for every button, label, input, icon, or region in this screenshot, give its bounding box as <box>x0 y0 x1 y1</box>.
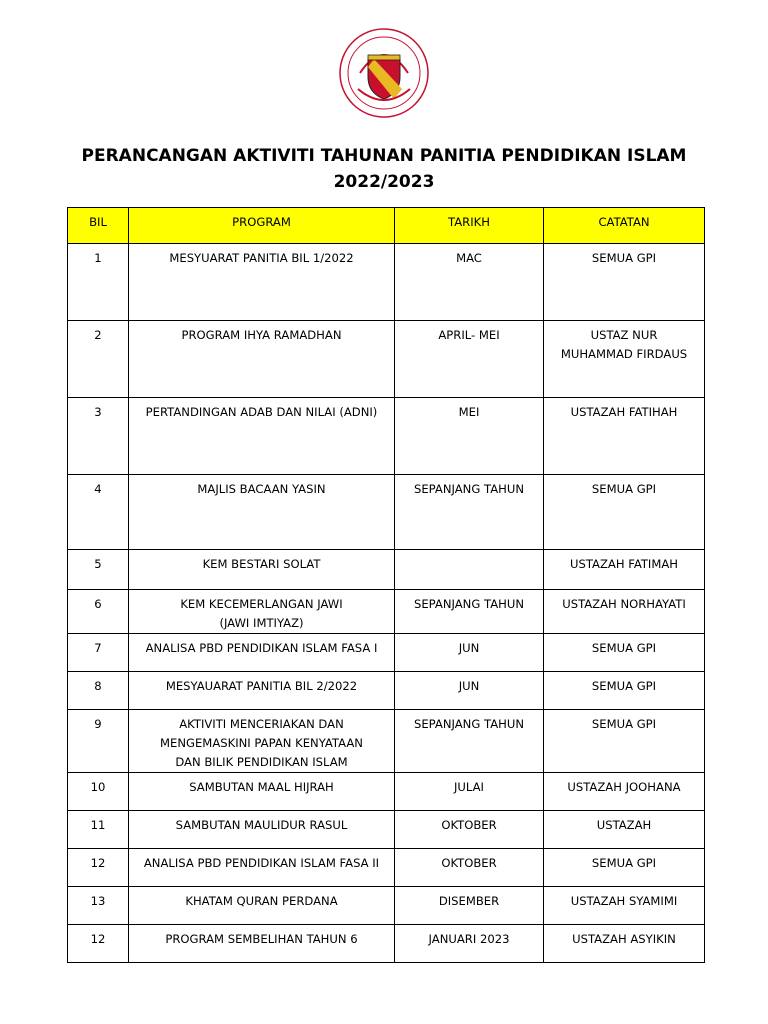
cell-tarikh: JUN <box>395 634 544 672</box>
cell-tarikh: APRIL- MEI <box>395 321 544 398</box>
cell-catatan <box>544 398 705 475</box>
table-row <box>68 811 705 849</box>
cell-program <box>129 925 395 963</box>
table-row <box>68 321 705 398</box>
cell-program <box>129 887 395 925</box>
cell-program-line: ANALISA PBD PENDIDIKAN ISLAM FASA I <box>145 641 378 655</box>
cell-program-line: MAJLIS BACAAN YASIN <box>197 482 326 496</box>
document-title: PERANCANGAN AKTIVITI TAHUNAN PANITIA PENDIDIKAN ISLAM <box>81 146 687 166</box>
cell-program-line: MESYUARAT PANITIA BIL 1/2022 <box>169 251 354 265</box>
cell-program-line: MENGEMASKINI PAPAN KENYATAAN <box>160 736 363 750</box>
cell-catatan-line: SEMUA GPI <box>591 679 657 693</box>
table-row <box>68 475 705 550</box>
cell-bil: 7 <box>68 634 129 672</box>
table-row <box>68 244 705 321</box>
activity-plan-table <box>67 207 705 963</box>
cell-catatan-line: USTAZAH SYAMIMI <box>570 894 678 908</box>
cell-catatan <box>544 244 705 321</box>
cell-catatan <box>544 475 705 550</box>
table-row <box>68 925 705 963</box>
cell-program <box>129 849 395 887</box>
cell-program <box>129 710 395 773</box>
cell-catatan <box>544 887 705 925</box>
cell-catatan <box>544 321 705 398</box>
table-row <box>68 672 705 710</box>
table-row <box>68 710 705 773</box>
cell-catatan-line: SEMUA GPI <box>591 251 657 265</box>
table-row <box>68 773 705 811</box>
cell-bil: 10 <box>68 773 129 811</box>
cell-catatan <box>544 590 705 634</box>
cell-bil: 2 <box>68 321 129 398</box>
cell-catatan <box>544 811 705 849</box>
cell-catatan-line: USTAZAH ASYIKIN <box>572 932 676 946</box>
cell-program-line: AKTIVITI MENCERIAKAN DAN <box>179 717 344 731</box>
cell-program-line: DAN BILIK PENDIDIKAN ISLAM <box>175 755 348 769</box>
cell-bil: 9 <box>68 710 129 773</box>
cell-program <box>129 773 395 811</box>
cell-tarikh: SEPANJANG TAHUN <box>395 590 544 634</box>
table-row <box>68 887 705 925</box>
cell-catatan-line: SEMUA GPI <box>591 482 657 496</box>
cell-catatan-line: USTAZAH JOOHANA <box>567 780 681 794</box>
cell-program <box>129 321 395 398</box>
cell-bil: 1 <box>68 244 129 321</box>
cell-bil: 12 <box>68 849 129 887</box>
header-tarikh: TARIKH <box>395 208 544 244</box>
cell-catatan-line: USTAZAH FATIHAH <box>570 405 678 419</box>
cell-bil: 8 <box>68 672 129 710</box>
cell-program-line: SAMBUTAN MAAL HIJRAH <box>189 780 334 794</box>
cell-program <box>129 811 395 849</box>
cell-program-line: KEM BESTARI SOLAT <box>202 557 321 571</box>
cell-catatan-line: USTAZAH FATIMAH <box>569 557 679 571</box>
cell-program <box>129 244 395 321</box>
cell-program <box>129 634 395 672</box>
cell-tarikh: MAC <box>395 244 544 321</box>
cell-catatan-line: SEMUA GPI <box>591 641 657 655</box>
cell-program-line: MESYAUARAT PANITIA BIL 2/2022 <box>165 679 358 693</box>
cell-program <box>129 590 395 634</box>
cell-program-line: ANALISA PBD PENDIDIKAN ISLAM FASA II <box>143 856 380 870</box>
cell-catatan <box>544 634 705 672</box>
cell-catatan <box>544 672 705 710</box>
cell-program-line: KHATAM QURAN PERDANA <box>185 894 338 908</box>
cell-bil: 12 <box>68 925 129 963</box>
cell-tarikh: OKTOBER <box>395 811 544 849</box>
header-program: PROGRAM <box>129 208 395 244</box>
header-catatan: CATATAN <box>544 208 705 244</box>
cell-tarikh: MEI <box>395 398 544 475</box>
cell-catatan-line: USTAZAH <box>596 818 652 832</box>
cell-tarikh: JUN <box>395 672 544 710</box>
cell-catatan-line: SEMUA GPI <box>591 717 657 731</box>
table-row <box>68 550 705 590</box>
cell-program-line: KEM KECEMERLANGAN JAWI <box>180 597 343 611</box>
header-bil: BIL <box>68 208 129 244</box>
school-crest-logo <box>338 27 430 119</box>
table-row <box>68 634 705 672</box>
table-row <box>68 398 705 475</box>
cell-catatan-line: MUHAMMAD FIRDAUS <box>560 347 688 361</box>
cell-catatan <box>544 710 705 773</box>
table-header-row <box>68 208 705 244</box>
cell-bil: 13 <box>68 887 129 925</box>
cell-tarikh <box>395 550 544 590</box>
cell-bil: 11 <box>68 811 129 849</box>
cell-program-line: PERTANDINGAN ADAB DAN NILAI (ADNI) <box>145 405 378 419</box>
cell-bil: 6 <box>68 590 129 634</box>
cell-catatan <box>544 849 705 887</box>
cell-program-line: PROGRAM IHYA RAMADHAN <box>181 328 342 342</box>
cell-program-line: (JAWI IMTIYAZ) <box>219 616 304 630</box>
cell-tarikh: SEPANJANG TAHUN <box>395 710 544 773</box>
cell-catatan-line: SEMUA GPI <box>591 856 657 870</box>
cell-program-line: SAMBUTAN MAULIDUR RASUL <box>175 818 348 832</box>
cell-program <box>129 475 395 550</box>
cell-program <box>129 550 395 590</box>
cell-bil: 5 <box>68 550 129 590</box>
cell-tarikh: JULAI <box>395 773 544 811</box>
document-year: 2022/2023 <box>333 172 435 192</box>
cell-tarikh: DISEMBER <box>395 887 544 925</box>
cell-catatan-line: USTAZ NUR <box>590 328 658 342</box>
cell-catatan <box>544 925 705 963</box>
cell-program-line: PROGRAM SEMBELIHAN TAHUN 6 <box>165 932 358 946</box>
cell-catatan-line: USTAZAH NORHAYATI <box>562 597 686 611</box>
table-row <box>68 590 705 634</box>
cell-catatan <box>544 550 705 590</box>
cell-tarikh: OKTOBER <box>395 849 544 887</box>
table-row <box>68 849 705 887</box>
cell-program <box>129 398 395 475</box>
cell-bil: 4 <box>68 475 129 550</box>
cell-tarikh: SEPANJANG TAHUN <box>395 475 544 550</box>
cell-tarikh: JANUARI 2023 <box>395 925 544 963</box>
cell-bil: 3 <box>68 398 129 475</box>
cell-program <box>129 672 395 710</box>
cell-catatan <box>544 773 705 811</box>
